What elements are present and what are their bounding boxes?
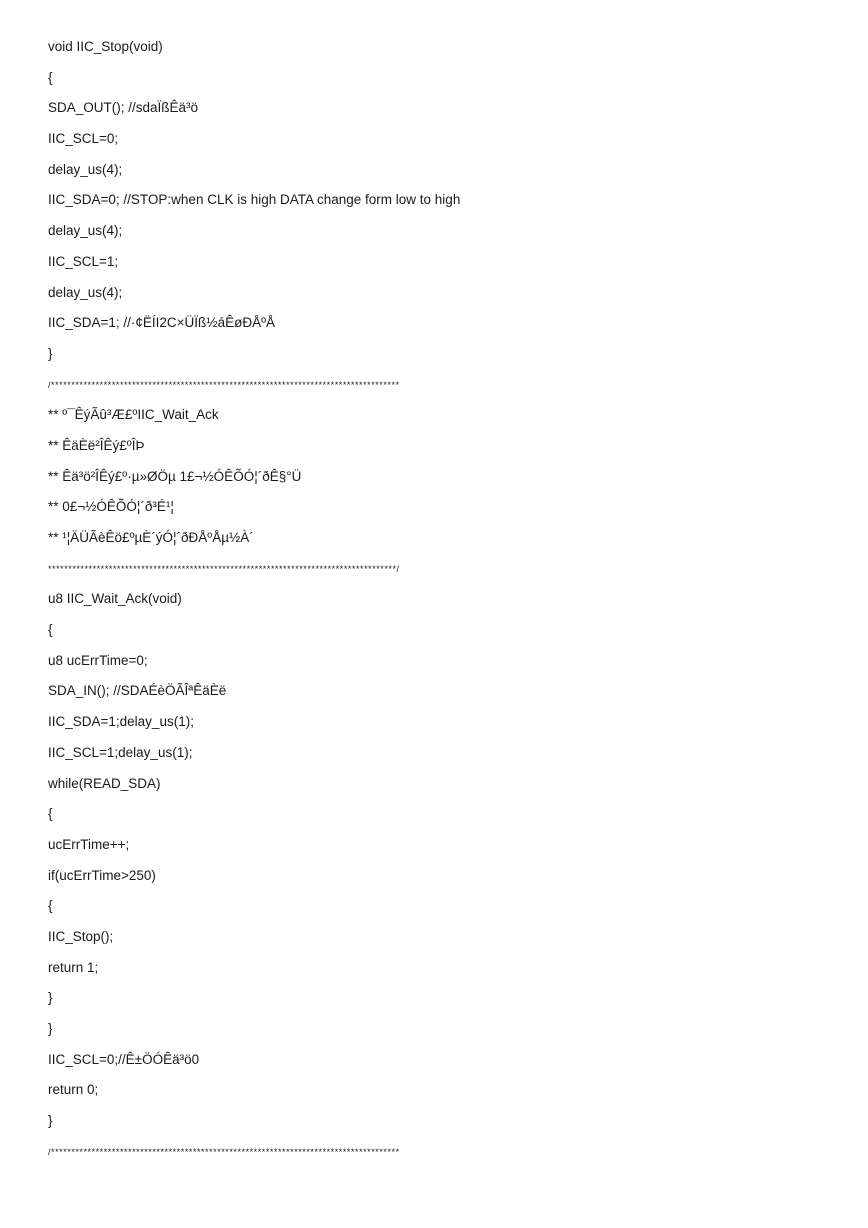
code-line: return 0; (48, 1082, 99, 1098)
code-line: IIC_SCL=1;delay_us(1); (48, 744, 193, 760)
code-line: u8 IIC_Wait_Ack(void) (48, 591, 182, 607)
code-line: IIC_SDA=0; //STOP:when CLK is high DATA change form low to high (48, 192, 461, 208)
code-line: return 1; (48, 959, 99, 975)
code-line: IIC_SDA=1;delay_us(1); (48, 714, 194, 730)
code-line: IIC_SCL=1; (48, 253, 119, 269)
code-line: ** Êä³ö²ÎÊý£º·µ»ØÖµ 1£¬½ÓÊÕÓ¦´ðÊ§°Ü (48, 468, 302, 484)
code-line: ** ¹¦ÄÜÃèÊö£ºµÈ´ýÓ¦´ðÐÅºÅµ½À´ (48, 530, 254, 545)
code-line: if(ucErrTime>250) (48, 867, 156, 883)
code-line: IIC_Stop(); (48, 928, 114, 944)
code-line: { (48, 69, 53, 85)
code-line: ucErrTime++; (48, 836, 130, 852)
comment-separator: /************************************************************************************** (48, 1146, 400, 1157)
code-line: } (48, 345, 53, 361)
code-line: ** 0£¬½ÓÊÕÓ¦´ð³É¹¦ (48, 499, 174, 515)
code-listing (48, 36, 460, 1171)
code-line: delay_us(4); (48, 223, 123, 239)
code-line: } (48, 990, 53, 1006)
code-line: } (48, 1021, 53, 1036)
code-line: } (48, 1113, 53, 1129)
code-line: { (48, 806, 53, 822)
code-line: { (48, 898, 53, 914)
comment-separator: /************************************************************************************** (48, 379, 400, 390)
code-line: void IIC_Stop(void) (48, 39, 163, 54)
code-line: SDA_OUT(); //sdaÏßÊä³ö (48, 100, 199, 116)
code-line: IIC_SCL=0;//Ê±ÖÓÊä³ö0 (48, 1051, 200, 1067)
code-line: while(READ_SDA) (48, 775, 161, 791)
code-line: ** º¯ÊýÃû³Æ£ºIIC_Wait_Ack (48, 407, 219, 423)
comment-separator: **************************************************************************************/ (48, 563, 400, 574)
code-line: ** ÊäÈë²ÎÊý£ºÎÞ (48, 437, 145, 453)
code-line: delay_us(4); (48, 161, 123, 177)
code-line: { (48, 622, 53, 638)
code-line: SDA_IN(); //SDAÉèÖÃÎªÊäÈë (48, 683, 227, 699)
code-line: delay_us(4); (48, 284, 123, 300)
code-line: IIC_SDA=1; //·¢ËÍI2C×ÜÏß½áÊøÐÅºÅ (48, 315, 276, 331)
code-line: IIC_SCL=0; (48, 131, 119, 147)
code-line: u8 ucErrTime=0; (48, 652, 148, 668)
